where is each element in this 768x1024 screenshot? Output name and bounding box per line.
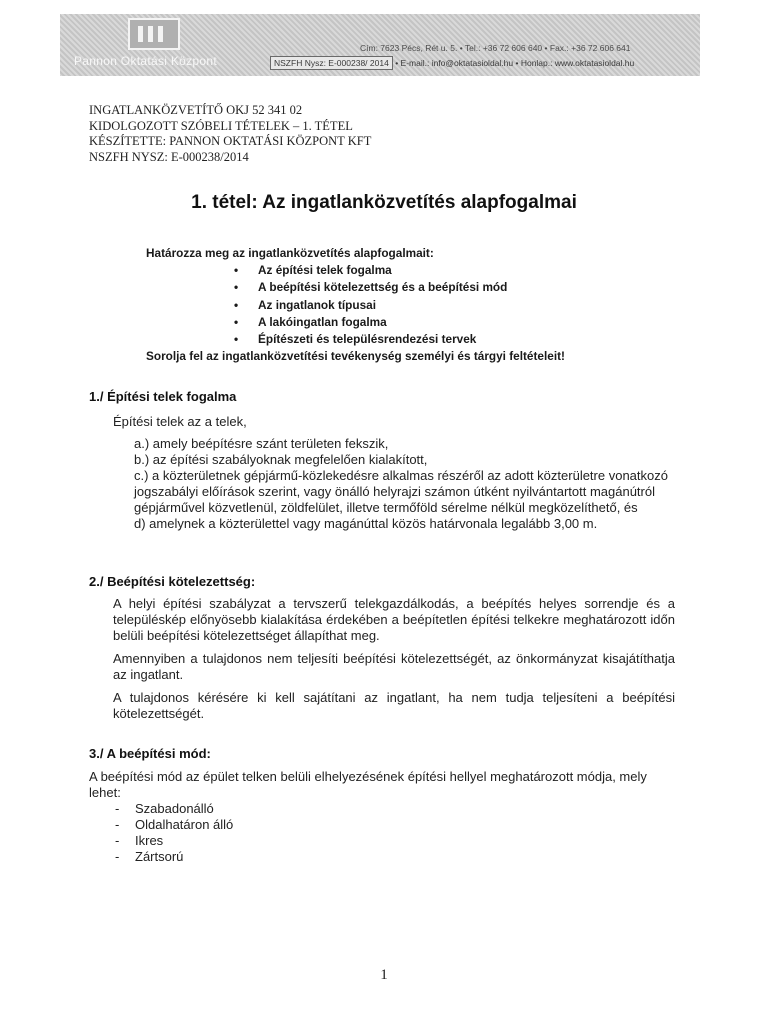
section-heading: 2./ Beépítési kötelezettség: [89,574,256,589]
letterhead-banner [60,14,700,76]
dash-list [89,801,675,865]
section-heading: 3./ A beépítési mód: [89,746,211,761]
logo-icon [128,18,180,50]
contact-line-1: Cím: 7623 Pécs, Rét u. 5. • Tel.: +36 72 606 640 • Fax.: +36 72 606 641 [360,43,631,53]
nszfh-number: NSZFH Nysz: E-000238/ 2014 [270,56,393,70]
list-item: • A lakóingatlan fogalma [234,314,565,331]
paragraph: A beépítési mód az épület telken belüli elhelyezésének építési hellyel meghatározott módja, mely lehet: [89,769,647,800]
task-intro: Határozza meg az ingatlanközvetítés alapfogalmait: [146,246,434,260]
section-body [113,596,675,722]
paragraph: A helyi építési szabályzat a tervszerű telekgazdálkodás, a beépítés helyes sorrendje és a településkép előnyösebb kialakítása érdekében a beépítetlen építési telkekre meghatározott időn belüli beépítési kötelezettséget állapíthat meg. [113,596,675,643]
contact-line-2: NSZFH Nysz: E-000238/ 2014 • E-mail.: info@oktatasioldal.hu • Honlap.: www.oktatasioldal.hu [270,58,634,68]
list-item: • Az építési telek fogalma [234,262,565,279]
phone: Tel.: +36 72 606 640 [464,43,543,53]
list-item: c.) a közterületnek gépjármű-közlekedésre alkalmas részéről az adott közterületre vonatkozó jogszabályi előírások szerint, vagy önálló helyrajzi számon útként nyilvántartott magánútról gépjárművel közvetlenül, zöldfelület, illetve termőföld sérelme nélkül megközelíthető, és [134,468,668,515]
document-meta [89,103,371,165]
meta-line: KÉSZÍTETTE: PANNON OKTATÁSI KÖZPONT KFT [89,134,372,148]
paragraph: Amennyiben a tulajdonos nem teljesíti beépítési kötelezettségét, az önkormányzat kisajátíthatja az ingatlant. [113,651,675,682]
list-item: a.) amely beépítésre szánt területen fekszik, [134,436,389,451]
page-title: 1. tétel: Az ingatlanközvetítés alapfogalmai [191,192,577,213]
address: Cím: 7623 Pécs, Rét u. 5. [360,43,458,53]
list-item: d) amelynek a közterülettel vagy magánúttal közös határvonala legalább 3,00 m. [134,516,598,531]
section-body [89,769,675,865]
list-item: - Ikres [89,833,675,849]
meta-line: NSZFH NYSZ: E-000238/2014 [89,149,249,164]
fax: Fax.: +36 72 606 641 [549,43,631,53]
paragraph: A tulajdonos kérésére ki kell sajátítani az ingatlant, ha nem tudja teljesíteni a beépítési kötelezettségét. [113,690,675,721]
list-item: • Építészeti és településrendezési tervek [234,331,565,348]
section-lead: Építési telek az a telek, [113,414,247,429]
task-outro: Sorolja fel az ingatlanközvetítési tevékenység személyi és tárgyi feltételeit! [146,349,565,364]
org-name: Pannon Oktatási Központ [74,54,217,68]
definition-list [134,436,674,532]
meta-line: INGATLANKÖZVETÍTŐ OKJ 52 341 02 [89,103,303,117]
list-item: - Oldalhatáron álló [89,817,675,833]
list-item: b.) az építési szabályoknak megfelelően kialakított, [134,452,428,467]
email: E-mail.: info@oktatasioldal.hu [400,58,514,68]
task-block [146,245,565,365]
list-item: • A beépítési kötelezettség és a beépítési mód [234,279,565,296]
list-item: • Az ingatlanok típusai [234,297,565,314]
homepage: Honlap.: www.oktatasioldal.hu [520,58,635,68]
meta-line: KIDOLGOZOTT SZÓBELI TÉTELEK – 1. TÉTEL [89,118,353,133]
list-item: - Zártsorú [89,849,675,865]
page-number: 1 [380,967,388,983]
list-item: - Szabadonálló [89,801,675,817]
task-list [146,262,565,348]
section-heading: 1./ Építési telek fogalma [89,389,237,404]
